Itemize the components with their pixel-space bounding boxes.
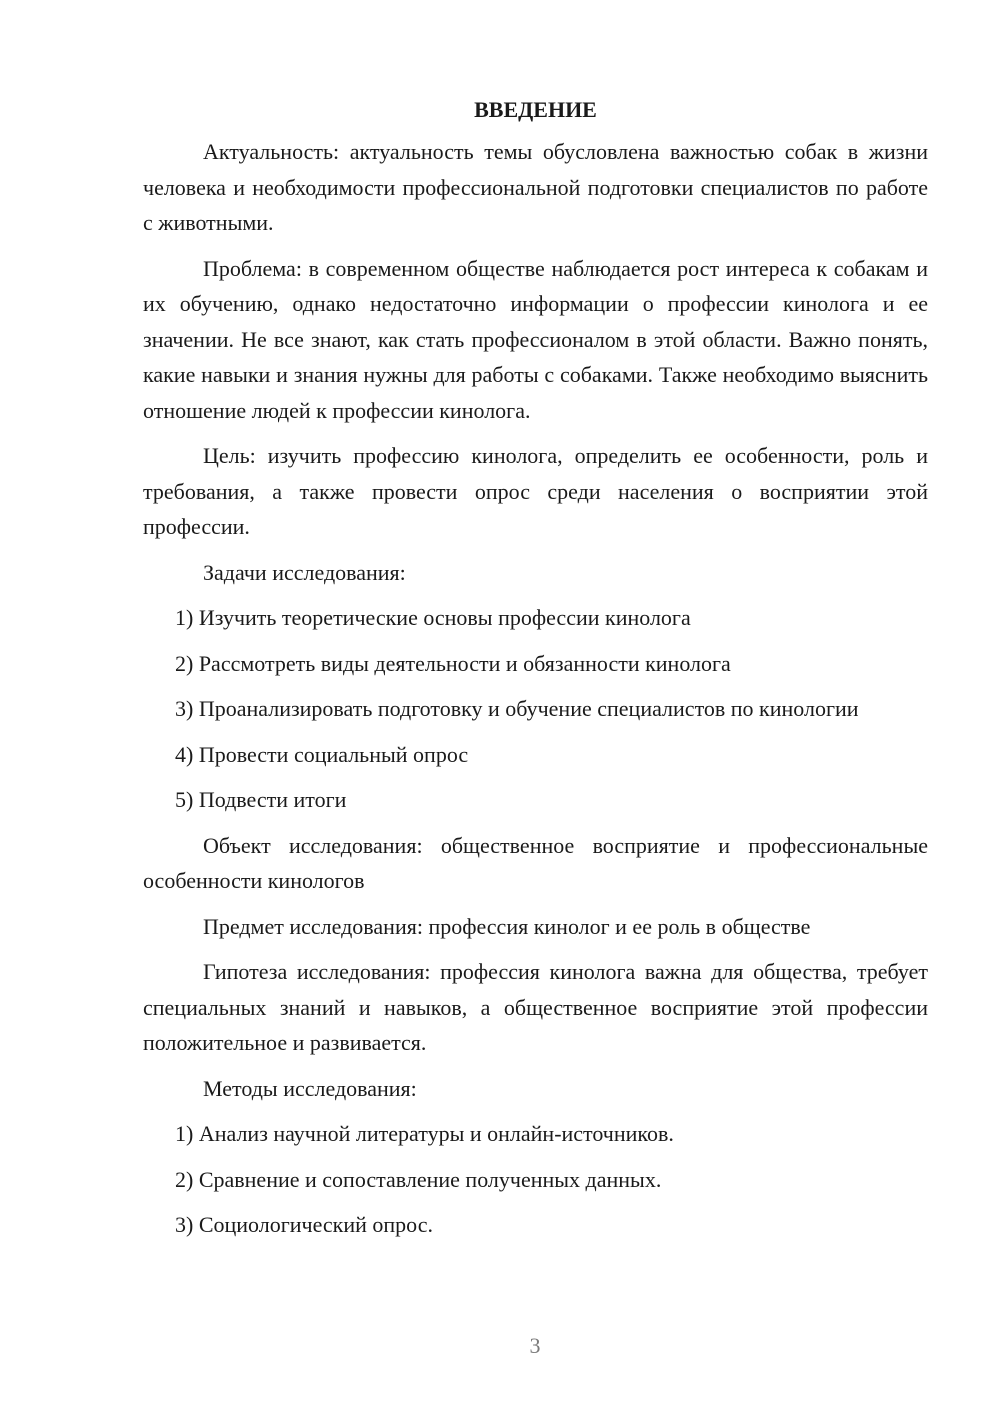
task-item-5: 5) Подвести итоги xyxy=(175,787,347,812)
paragraph-relevance: Актуальность: актуальность темы обусловлена важностью собак в жизни человека и необходимости профессиональной подготовки специалистов по работе с животными. xyxy=(143,139,928,235)
method-item-3: 3) Социологический опрос. xyxy=(175,1212,433,1237)
tasks-heading: Задачи исследования: xyxy=(203,559,406,585)
page-number: 3 xyxy=(529,1333,541,1358)
method-item-2: 2) Сравнение и сопоставление полученных данных. xyxy=(175,1166,662,1192)
paragraph-goal: Цель: изучить профессию кинолога, определить ее особенности, роль и требования, а также провести опрос среди населения о восприятии этой профессии. xyxy=(143,443,928,539)
task-item-4: 4) Провести социальный опрос xyxy=(175,741,469,767)
task-item-1: 1) Изучить теоретические основы профессии кинолога xyxy=(175,605,691,630)
task-item-2: 2) Рассмотреть виды деятельности и обязанности кинолога xyxy=(175,650,731,676)
task-item-3: 3) Проанализировать подготовку и обучение специалистов по кинологии xyxy=(175,696,859,721)
section-title: ВВЕДЕНИЕ xyxy=(474,97,597,122)
methods-heading: Методы исследования: xyxy=(203,1075,417,1101)
paragraph-problem: Проблема: в современном обществе наблюдается рост интереса к собакам и их обучению, однако недостаточно информации о профессии кинолога и ее значении. Не все знают, как стать профессионалом в этой области. Важно понять, какие навыки и знания нужны для работы с собаками. Также необходимо выяснить отношение людей к профессии кинолога. xyxy=(143,255,928,423)
method-item-1: 1) Анализ научной литературы и онлайн-источников. xyxy=(175,1121,674,1146)
paragraph-object: Объект исследования: общественное восприятие и профессиональные особенности кинологов xyxy=(143,832,928,893)
paragraph-hypothesis: Гипотеза исследования: профессия кинолога важна для общества, требует специальных знаний и навыков, а общественное восприятие этой профессии положительное и развивается. xyxy=(143,959,928,1055)
document-body xyxy=(143,96,928,1253)
paragraph-subject: Предмет исследования: профессия кинолог и ее роль в обществе xyxy=(203,913,811,939)
